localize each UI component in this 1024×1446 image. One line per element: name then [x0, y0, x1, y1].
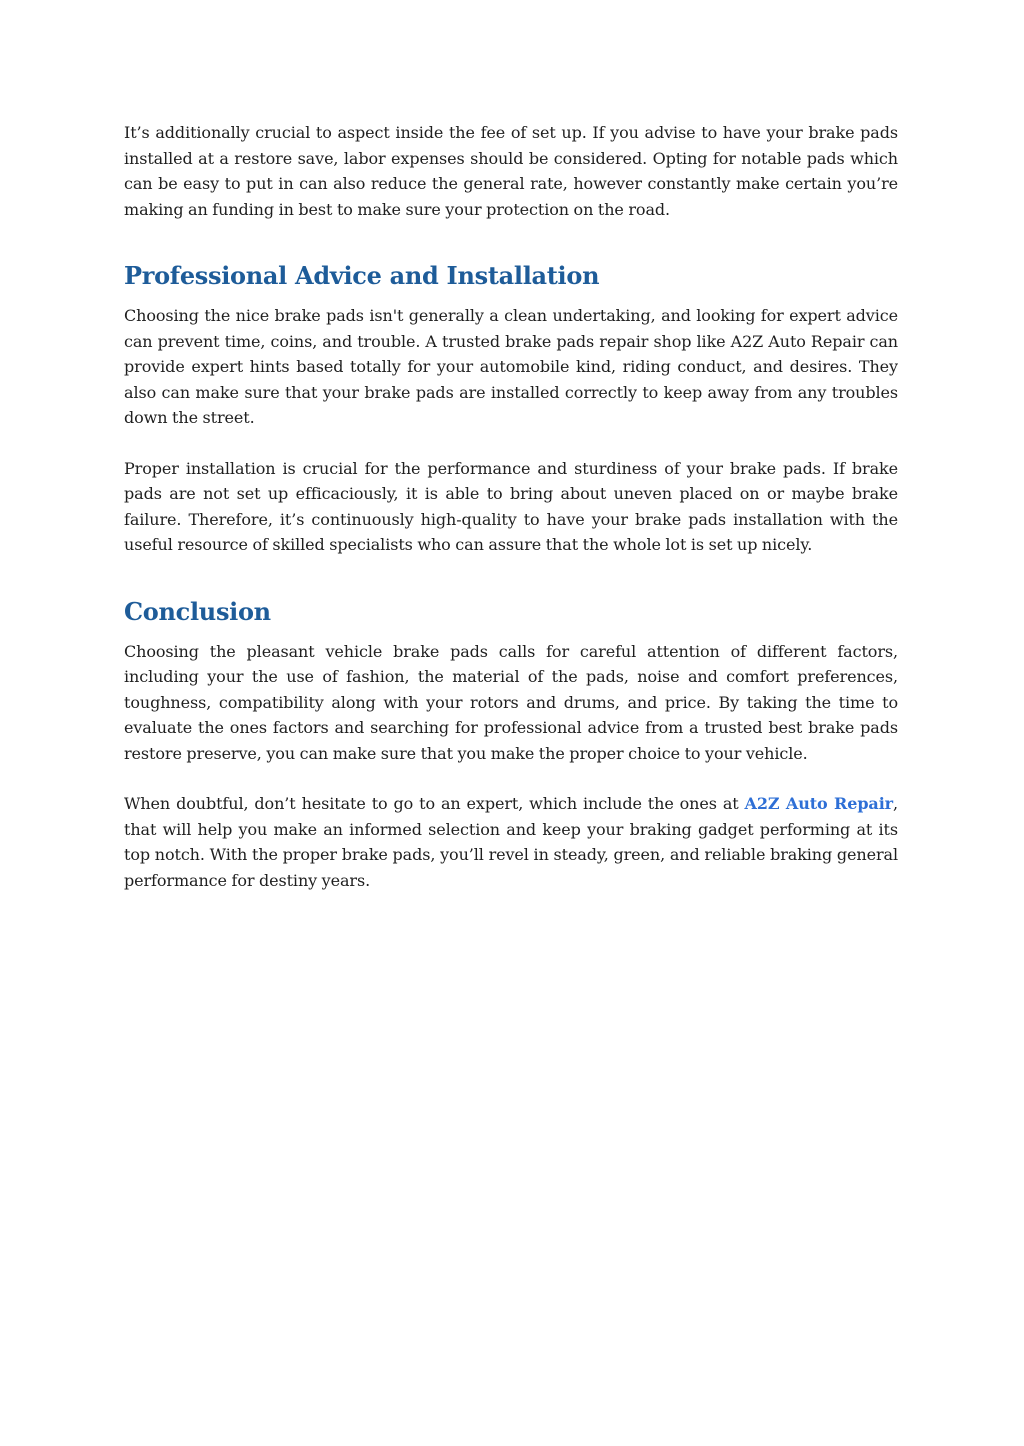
professional-advice-paragraph-1: Choosing the nice brake pads isn't generally a clean undertaking, and looking for expert advice can prevent time, coins, and trouble. A trusted brake pads repair shop like A2Z Auto Repair can provide expert hints based totally for your automobile kind, riding conduct, and desires. They also can make sure that your brake pads are installed correctly to keep away from any troubles down the street.	[124, 306, 898, 427]
conclusion-paragraph-1: Choosing the pleasant vehicle brake pads calls for careful attention of different factors, including your the use of fashion, the material of the pads, noise and comfort preferences, toughness, compatibility along with your rotors and drums, and price. By taking the time to evaluate the ones factors and searching for professional advice from a trusted best brake pads restore preserve, you can make sure that you make the proper choice to your vehicle.	[124, 641, 898, 763]
a2z-auto-repair-link[interactable]: A2Z Auto Repair	[744, 794, 894, 813]
conclusion-text-before-link: When doubtful, don’t hesitate to go to an expert, which include the ones at	[124, 794, 745, 813]
conclusion-paragraph-2	[124, 791, 898, 893]
document-page	[124, 120, 898, 918]
professional-advice-paragraph-2: Proper installation is crucial for the performance and sturdiness of your brake pads. If brake pads are not set up efficaciously, it is able to bring about uneven placed on or maybe brake failure. Therefore, it’s continuously high-quality to have your brake pads installation with the useful resource of skilled specialists who can assure that the whole lot is set up nicely.	[124, 458, 898, 554]
section-heading-conclusion: Conclusion	[124, 596, 271, 626]
conclusion-text-after-link: , that will help you make an informed selection and keep your braking gadget performing at its top notch. With the proper brake pads, you’ll revel in steady, green, and reliable braking general performance for destiny years.	[124, 794, 899, 890]
intro-paragraph: It’s additionally crucial to aspect inside the fee of set up. If you advise to have your brake pads installed at a restore save, labor expenses should be considered. Opting for notable pads which can be easy to put in can also reduce the general rate, however constantly make certain you’re making an funding in best to make sure your protection on the road.	[124, 123, 898, 219]
section-heading-professional-advice: Professional Advice and Installation	[124, 261, 600, 290]
